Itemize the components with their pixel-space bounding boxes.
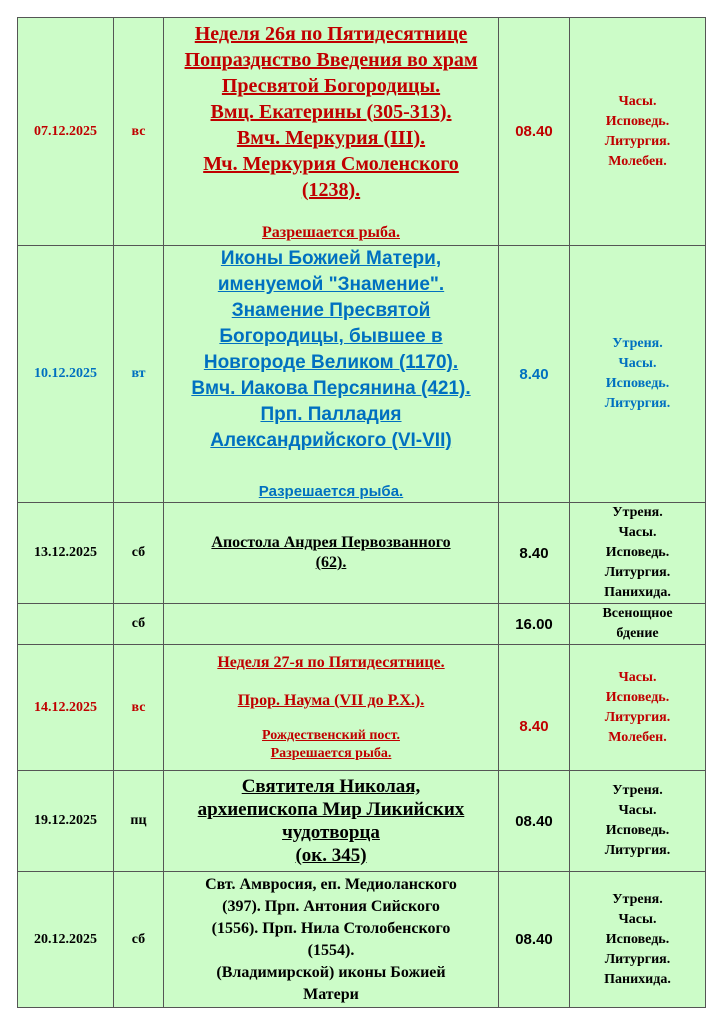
- weekday-cell: вс: [114, 18, 164, 246]
- feast-line: Богородицы, бывшее в: [219, 326, 443, 347]
- feast-cell: [164, 771, 499, 872]
- date-cell: 19.12.2025: [18, 771, 114, 872]
- feast-line: Пресвятой Богородицы.: [221, 74, 441, 97]
- service-item: Утреня.: [612, 505, 663, 520]
- service-item: Часы.: [618, 669, 657, 685]
- service-item: Панихида.: [604, 585, 671, 600]
- feast-line: Иконы Божией Матери,: [220, 248, 442, 269]
- date-cell: 13.12.2025: [18, 503, 114, 604]
- feast-line: (1556). Прп. Нила Столобенского: [211, 919, 451, 937]
- feast-line: Александрийского (VI-VII): [210, 430, 452, 451]
- fasting-note: Рождественский пост.: [262, 727, 400, 743]
- date-cell: 10.12.2025: [18, 246, 114, 503]
- feast-line: Прп. Палладия: [260, 404, 402, 425]
- weekday-cell: вт: [114, 246, 164, 503]
- time-value: 8.40: [519, 718, 549, 735]
- feast-line: (Владимирской) иконы Божией: [216, 963, 446, 981]
- service-item: Панихида.: [604, 971, 671, 987]
- feast-line: Неделя 26я по Пятидесятнице: [194, 22, 468, 45]
- table-row: [18, 872, 706, 1008]
- service-item: Литургия.: [604, 133, 671, 149]
- feast-cell: [164, 604, 499, 645]
- feast-line: Новгороде Великом (1170).: [203, 352, 459, 373]
- feast-line: чудотворца: [282, 822, 380, 843]
- feast-cell: [164, 246, 499, 503]
- weekday-cell: пц: [114, 771, 164, 872]
- weekday-cell: вс: [114, 645, 164, 771]
- feast-line: (397). Прп. Антония Сийского: [222, 897, 440, 915]
- feast-line: Апостола Андрея Первозванного: [211, 534, 451, 551]
- service-item: Молебен.: [608, 153, 667, 169]
- services-cell: [570, 872, 706, 1008]
- time-cell: 08.40: [499, 872, 570, 1008]
- feast-line: Матери: [303, 985, 359, 1003]
- table-row: [18, 503, 706, 604]
- fasting-note: Разрешается рыба.: [261, 223, 400, 241]
- feast-cell: [164, 503, 499, 604]
- time-cell: 16.00: [499, 604, 570, 645]
- table-row: [18, 604, 706, 645]
- service-item: Часы.: [618, 93, 657, 109]
- time-cell: 8.40: [499, 246, 570, 503]
- date-cell: 20.12.2025: [18, 872, 114, 1008]
- feast-line: Мч. Меркурия Смоленского: [203, 152, 459, 175]
- feast-line: архиепископа Мир Ликийских: [197, 799, 465, 820]
- service-item: Литургия.: [604, 396, 671, 411]
- service-item: Литургия.: [604, 565, 671, 580]
- services-cell: [570, 246, 706, 503]
- service-item: Литургия.: [604, 951, 671, 967]
- schedule-table: [17, 17, 706, 1008]
- service-item: Часы.: [618, 356, 657, 371]
- service-item: Исповедь.: [605, 545, 670, 560]
- feast-line: Вмч. Меркурия (III).: [236, 126, 426, 149]
- feast-title: Неделя 27-я по Пятидесятнице.: [217, 653, 445, 671]
- services-cell: [570, 18, 706, 246]
- service-item: Всенощное: [602, 606, 673, 621]
- service-item: Исповедь.: [605, 376, 670, 391]
- feast-saint: Прор. Наума (VII до Р.Х.).: [237, 691, 425, 709]
- table-row: [18, 246, 706, 503]
- time-cell: [499, 645, 570, 771]
- services-cell: [570, 645, 706, 771]
- feast-line: Попразднство Введения во храм: [184, 48, 478, 71]
- fasting-note: Разрешается рыба.: [258, 483, 404, 500]
- feast-line: Вмч. Иакова Персянина (421).: [191, 378, 471, 399]
- table-row: [18, 645, 706, 771]
- date-cell: [18, 604, 114, 645]
- service-item: Утреня.: [612, 336, 663, 351]
- feast-line: Вмц. Екатерины (305-313).: [210, 100, 452, 123]
- service-item: Исповедь.: [605, 823, 670, 838]
- feast-line: именуемой "Знамение".: [217, 274, 445, 295]
- services-cell: [570, 503, 706, 604]
- service-item: Исповедь.: [605, 689, 670, 705]
- weekday-cell: сб: [114, 604, 164, 645]
- weekday-cell: сб: [114, 503, 164, 604]
- service-item: Часы.: [618, 911, 657, 927]
- service-item: Часы.: [618, 525, 657, 540]
- table-row: [18, 771, 706, 872]
- service-item: Часы.: [618, 803, 657, 818]
- services-cell: [570, 604, 706, 645]
- service-item: Исповедь.: [605, 113, 670, 129]
- feast-line: (62).: [315, 554, 347, 571]
- time-cell: 08.40: [499, 771, 570, 872]
- time-cell: 8.40: [499, 503, 570, 604]
- service-item: Молебен.: [608, 729, 667, 745]
- weekday-cell: сб: [114, 872, 164, 1008]
- service-item: Литургия.: [604, 843, 671, 858]
- services-cell: [570, 771, 706, 872]
- service-item: Исповедь.: [605, 931, 670, 947]
- date-cell: 07.12.2025: [18, 18, 114, 246]
- date-cell: 14.12.2025: [18, 645, 114, 771]
- service-item: бдение: [616, 626, 659, 641]
- time-cell: 08.40: [499, 18, 570, 246]
- feast-line: (1554).: [307, 941, 355, 959]
- service-item: Утреня.: [612, 891, 663, 907]
- service-item: Утреня.: [612, 783, 663, 798]
- feast-line: (ок. 345): [295, 845, 367, 866]
- feast-line: Свт. Амвросия, еп. Медиоланского: [205, 875, 457, 893]
- table-row: [18, 18, 706, 246]
- feast-line: Знамение Пресвятой: [231, 300, 431, 321]
- fasting-note: Разрешается рыба.: [270, 745, 392, 761]
- service-item: Литургия.: [604, 709, 671, 725]
- feast-cell: [164, 872, 499, 1008]
- feast-cell: [164, 645, 499, 771]
- feast-line: Святителя Николая,: [241, 776, 421, 797]
- feast-cell: [164, 18, 499, 246]
- feast-line: (1238).: [301, 178, 361, 201]
